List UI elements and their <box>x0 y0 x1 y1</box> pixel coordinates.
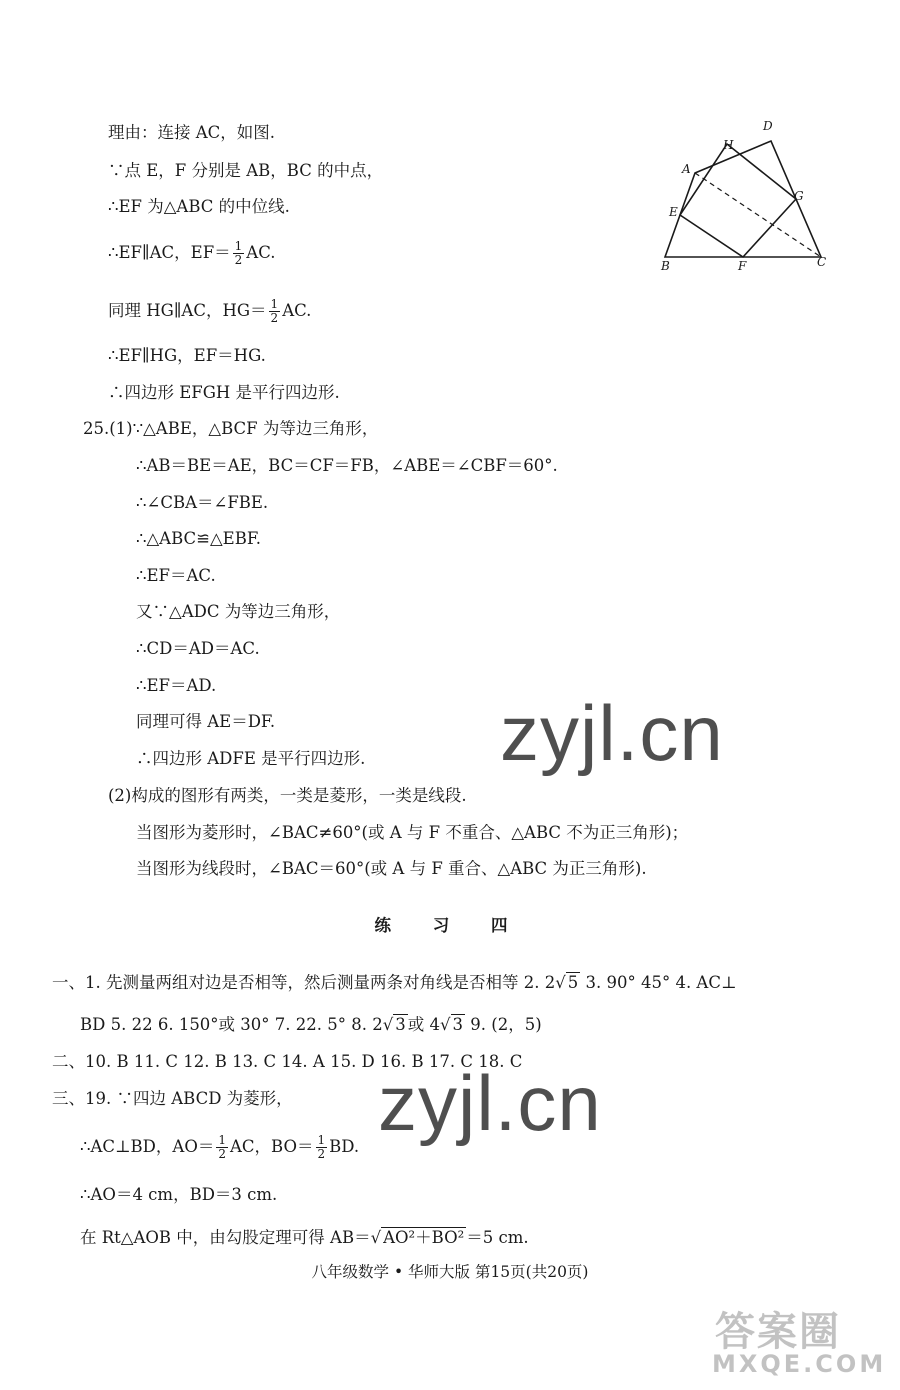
watermark-zyjl-2: zyjl.cn <box>378 1059 602 1147</box>
text: BD. <box>329 1137 360 1156</box>
numerator: 1 <box>218 1133 226 1147</box>
numerator: 1 <box>234 239 243 253</box>
proof25-line6: 又∵△ADC 为等边三角形， <box>136 602 341 621</box>
proof24-line3: ∴EF 为△ABC 的中位线. <box>108 197 290 216</box>
sqrt-content: 3 <box>395 1015 406 1034</box>
page-footer: 八年级数学 • 华师大版 第15页(共20页) <box>311 1263 589 1281</box>
answer-line6: ∴AO＝4 cm，BD＝3 cm. <box>80 1185 278 1204</box>
proof25-line13: 当图形为线段时，∠BAC＝60°(或 A 与 F 重合、△ABC 为正三角形). <box>136 859 647 878</box>
answer-line7: 在 Rt△AOB 中，由勾股定理可得 AB＝√ AO²＋BO² ＝5 cm. <box>80 1228 529 1247</box>
answer-line2: BD 5. 22 6. 150°或 30° 7. 22. 5° 8. 2√ 3 或 4√ 3 9. (2，5) <box>80 1015 542 1034</box>
proof24-line1: 理由：连接 AC，如图. <box>108 123 276 142</box>
text: ∴EF∥AC，EF＝ <box>108 243 231 262</box>
fraction <box>216 1134 228 1161</box>
proof25-line9: 同理可得 AE＝DF. <box>136 712 276 731</box>
denominator: 2 <box>234 253 243 267</box>
proof24-line6: ∴EF∥HG，EF＝HG. <box>108 346 266 365</box>
sqrt-content: AO²＋BO² <box>383 1228 465 1247</box>
proof25-line11: (2)构成的图形有两类，一类是菱形，一类是线段. <box>108 786 467 805</box>
text: 9. (2，5) <box>465 1015 542 1034</box>
answer-line3: 二、10. B 11. C 12. B 13. C 14. A 15. D 16. B 17. C 18. C <box>52 1052 523 1071</box>
proof24-line4 <box>108 240 276 267</box>
denominator: 2 <box>218 1147 226 1161</box>
watermark-zyjl-1: zyjl.cn <box>500 689 724 777</box>
section-title: 练 习 四 <box>374 916 526 935</box>
proof25-line12: 当图形为菱形时，∠BAC≠60°(或 A 与 F 不重合、△ABC 不为正三角形)； <box>136 823 689 842</box>
text: 一、1. 先测量两组对边是否相等，然后测量两条对角线是否相等 2. 2 <box>52 973 556 992</box>
proof25-line8: ∴EF＝AD. <box>136 676 217 695</box>
sqrt-content: 3 <box>452 1015 464 1034</box>
text: AC. <box>246 243 276 262</box>
text: ＝5 cm. <box>466 1228 529 1247</box>
fraction <box>269 298 281 325</box>
proof24-line7: ∴四边形 EFGH 是平行四边形. <box>108 383 340 402</box>
proof25-line10: ∴四边形 ADFE 是平行四边形. <box>136 749 366 768</box>
proof25-line3: ∴∠CBA＝∠FBE. <box>136 493 269 512</box>
answer-line5 <box>80 1134 359 1161</box>
inner-parallelogram <box>680 144 796 257</box>
proof25-line5: ∴EF＝AC. <box>136 566 216 585</box>
proof25-line2: ∴AB＝BE＝AE，BC＝CF＝FB，∠ABE＝∠CBF＝60°. <box>136 456 558 475</box>
fraction <box>316 1134 328 1161</box>
text: 同理 HG∥AC，HG＝ <box>108 301 267 320</box>
label-a: A <box>682 162 691 176</box>
answer-line4: 三、19. ∵四边 ABCD 为菱形， <box>52 1089 293 1108</box>
quadrilateral-diagram <box>655 115 835 275</box>
watermark-logo-text: 答案圈 <box>715 1309 841 1355</box>
text: ∴AC⊥BD，AO＝ <box>80 1137 215 1156</box>
watermark-logo-url: MXQE.COM <box>712 1350 887 1378</box>
label-g: G <box>794 189 804 203</box>
proof25-line4: ∴△ABC≌△EBF. <box>136 529 261 548</box>
denominator: 2 <box>270 311 279 325</box>
text: 在 Rt△AOB 中，由勾股定理可得 AB＝ <box>80 1228 371 1247</box>
proof24-line5 <box>108 298 311 325</box>
label-c: C <box>817 255 827 269</box>
proof24-line2: ∵点 E，F 分别是 AB，BC 的中点， <box>108 161 384 180</box>
text: AC，BO＝ <box>230 1137 314 1156</box>
proof25-line1: 25.(1)∵△ABE，△BCF 为等边三角形， <box>83 419 379 438</box>
denominator: 2 <box>317 1147 326 1161</box>
text: BD 5. 22 6. 150°或 30° 7. 22. 5° 8. 2 <box>80 1015 383 1034</box>
fraction <box>233 240 245 267</box>
text: 或 4 <box>407 1015 441 1034</box>
text: 3. 90° 45° 4. AC⊥ <box>580 973 737 992</box>
answer-line1: 一、1. 先测量两组对边是否相等，然后测量两条对角线是否相等 2. 2√ 5 3. 90° 45° 4. AC⊥ <box>52 973 737 992</box>
label-e: E <box>669 205 678 219</box>
sqrt-content: 5 <box>567 973 579 992</box>
proof25-line7: ∴CD＝AD＝AC. <box>136 639 260 658</box>
label-b: B <box>661 259 670 273</box>
numerator: 1 <box>317 1133 326 1147</box>
label-d: D <box>763 119 773 133</box>
numerator: 1 <box>270 297 279 311</box>
text: AC. <box>282 301 312 320</box>
label-h: H <box>723 138 734 152</box>
label-f: F <box>738 259 747 273</box>
